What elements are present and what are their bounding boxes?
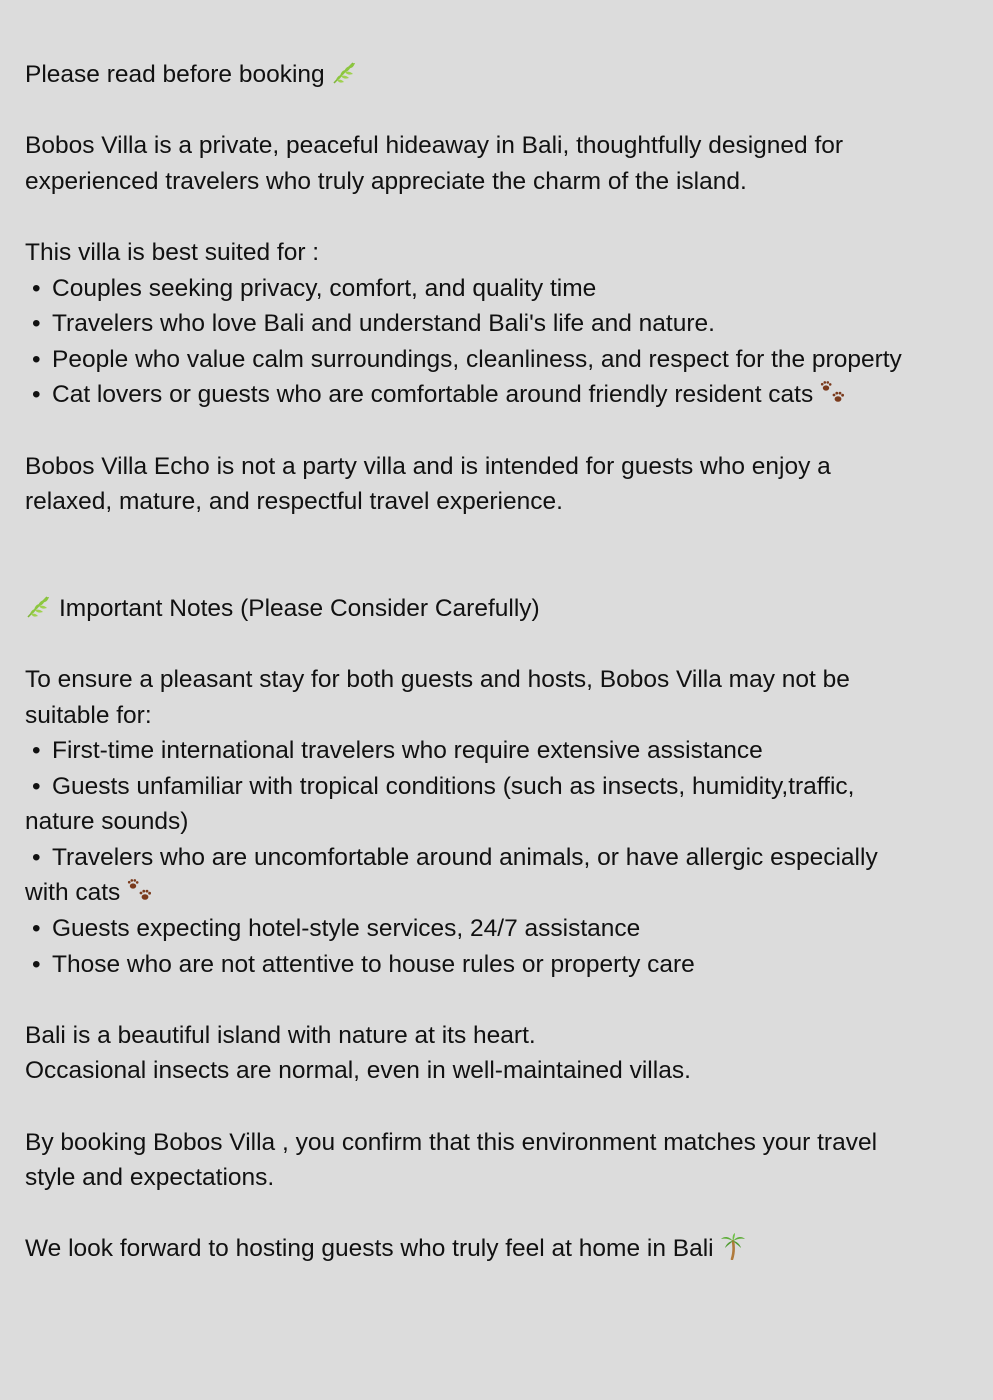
list-item: • Cat lovers or guests who are comfortable around friendly resident cats bbox=[25, 377, 993, 413]
list-item: • Guests expecting hotel-style services, 24/7 assistance bbox=[25, 911, 993, 947]
closing-line: We look forward to hosting guests who truly feel at home in Bali bbox=[25, 1231, 993, 1267]
closing-paragraph bbox=[25, 1231, 993, 1267]
notes-intro-line: suitable for: bbox=[25, 701, 152, 729]
confirm-line: By booking Bobos Villa , you confirm that this environment matches your travel bbox=[25, 1128, 878, 1156]
bullet: • bbox=[32, 772, 41, 800]
not-party-line: relaxed, mature, and respectful travel experience. bbox=[25, 488, 563, 516]
bullet: • bbox=[32, 381, 41, 409]
list-item: • Guests unfamiliar with tropical conditions (such as insects, humidity,traffic, bbox=[25, 769, 993, 805]
list-item: • Couples seeking privacy, comfort, and quality time bbox=[25, 271, 993, 307]
palm-tree-icon bbox=[720, 1232, 746, 1260]
confirm-line: style and expectations. bbox=[25, 1164, 275, 1192]
bullet: • bbox=[32, 345, 41, 373]
notes-section bbox=[25, 662, 993, 982]
list-item-continuation: nature sounds) bbox=[25, 808, 189, 836]
intro-description-line: experienced travelers who truly appreciate the charm of the island. bbox=[25, 167, 747, 195]
leaf-icon bbox=[331, 60, 357, 86]
intro-heading: Please read before booking bbox=[25, 57, 993, 93]
best-suited-section bbox=[25, 235, 993, 413]
list-item: • Travelers who are uncomfortable around animals, or have allergic especially bbox=[25, 840, 993, 876]
leaf-icon bbox=[25, 594, 51, 620]
bullet: • bbox=[32, 915, 41, 943]
bullet: • bbox=[32, 310, 41, 338]
list-item: • Travelers who love Bali and understand Bali's life and nature. bbox=[25, 306, 993, 342]
bullet: • bbox=[32, 274, 41, 302]
list-item: • People who value calm surroundings, cleanliness, and respect for the property bbox=[25, 342, 993, 378]
best-suited-heading: This villa is best suited for : bbox=[25, 238, 320, 266]
paw-prints-icon bbox=[126, 878, 154, 904]
paw-prints-icon bbox=[819, 380, 847, 406]
not-party-line: Bobos Villa Echo is not a party villa and is intended for guests who enjoy a bbox=[25, 452, 831, 480]
nature-line: Occasional insects are normal, even in well-maintained villas. bbox=[25, 1057, 691, 1085]
list-item: • Those who are not attentive to house rules or property care bbox=[25, 947, 993, 983]
notes-heading: Important Notes (Please Consider Carefully) bbox=[25, 591, 993, 627]
notes-heading-block bbox=[25, 591, 993, 627]
confirm-paragraph bbox=[25, 1125, 993, 1196]
bullet: • bbox=[32, 950, 41, 978]
notes-intro-line: To ensure a pleasant stay for both guests and hosts, Bobos Villa may not be bbox=[25, 665, 850, 693]
intro-heading-block bbox=[25, 57, 993, 93]
intro-description-line: Bobos Villa is a private, peaceful hideaway in Bali, thoughtfully designed for bbox=[25, 132, 844, 160]
nature-line: Bali is a beautiful island with nature at its heart. bbox=[25, 1021, 536, 1049]
not-party-paragraph bbox=[25, 449, 993, 520]
bullet: • bbox=[32, 737, 41, 765]
bullet: • bbox=[32, 843, 41, 871]
list-item: • First-time international travelers who require extensive assistance bbox=[25, 733, 993, 769]
intro-description bbox=[25, 128, 993, 199]
nature-paragraph bbox=[25, 1018, 993, 1089]
list-item-continuation: with cats bbox=[25, 875, 993, 911]
